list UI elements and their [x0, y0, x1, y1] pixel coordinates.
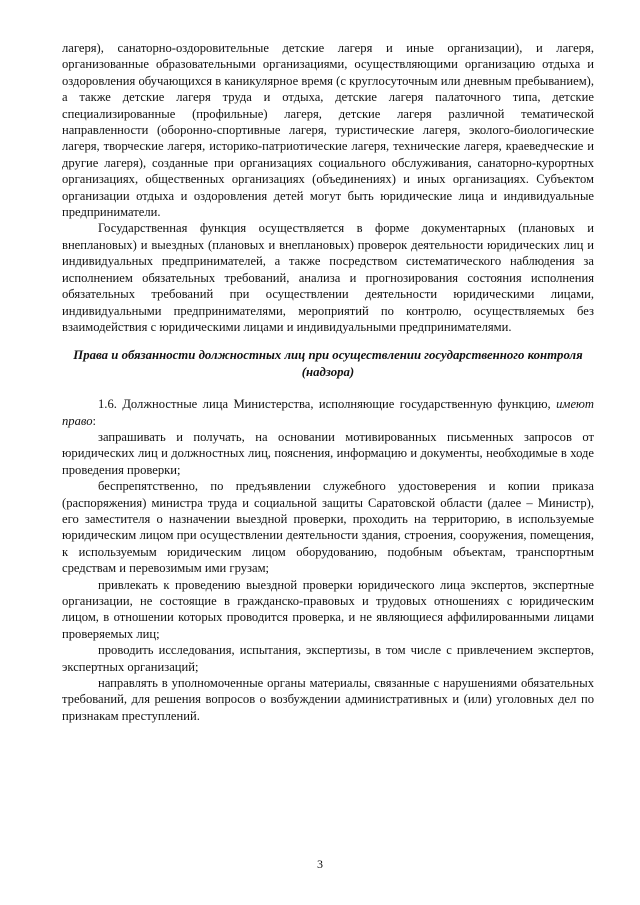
- paragraph-1-6-intro: [62, 396, 594, 429]
- intro-colon: :: [92, 413, 96, 428]
- list-item-access-territory: беспрепятственно, по предъявлении служебного удостоверения и копии приказа (распоряжения) министра труда и социальной защиты Саратовской области (далее – Министр), его заместителя о назначении выездной проверки, проходить на территорию, в используемые юридическим лицом при осуществлении деятельности здания, строения, сооружения, помещения, к используемым юридическим лицом оборудованию, подобным объектам, транспортным средствам и перевозимым ими грузам;: [62, 479, 594, 576]
- document-page: [62, 40, 594, 724]
- page-number: 3: [317, 857, 323, 871]
- intro-text: 1.6. Должностные лица Министерства, исполняющие государственную функцию,: [98, 397, 551, 412]
- paragraph-state-function: Государственная функция осуществляется в форме документарных (плановых и внеплановых) и выездных (плановых и внеплановых) проверок деятельности юридических лиц и индивидуальных предпринимателей, а также посредством систематического наблюдения за исполнением обязательных требований, анализа и прогнозирования состояния исполнения обязательных требований при осуществлении деятельности юридическими лицами, индивидуальными предпринимателями, мероприятий по контролю, осуществляемых без взаимодействия с юридическими лицами и индивидуальными предпринимателями.: [62, 221, 594, 334]
- list-item-request-info: запрашивать и получать, на основании мотивированных письменных запросов от юридических лиц и должностных лиц, пояснения, информацию и документы, необходимые в ходе проведения проверки;: [62, 429, 594, 477]
- list-item-conduct-research: проводить исследования, испытания, экспертизы, в том числе с привлечением экспертов, экспертных организаций;: [62, 643, 594, 674]
- list-item-send-materials: направлять в уполномоченные органы материалы, связанные с нарушениями обязательных требований, для решения вопросов о возбуждении административных и (или) уголовных дел по признакам преступлений.: [62, 676, 594, 723]
- intro-emphasis: имеют право: [62, 397, 595, 428]
- list-item-involve-experts: привлекать к проведению выездной проверки юридического лица экспертов, экспертные организации, не состоящие в гражданско-правовых и трудовых отношениях с юридическим лицом, в отношении которых проводится проверка, и не являющиеся аффилированными лицами проверяемых лиц;: [62, 577, 594, 641]
- paragraph-camps-list: лагеря), санаторно-оздоровительные детские лагеря и иные организации), и лагеря, организованные образовательными организациями, осуществляющими организацию отдыха и оздоровления обучающихся в каникулярное время (с круглосуточным или дневным пребыванием), а также детские лагеря труда и отдыха, детские лагеря палаточного типа, детские специализированные (профильные) лагеря, детские лагеря различной тематической направленности (оборонно-спортивные лагеря, туристические лагеря, эколого-биологические лагеря, творческие лагеря, историко-патриотические лагеря, технические лагеря, краеведческие и другие лагеря), созданные при организациях социального обслуживания, санаторно-курортных организациях, общественных организациях (объединениях) и иных организациях. Субъектом организации отдыха и оздоровления детей могут быть юридические лица и индивидуальные предприниматели.: [62, 41, 594, 220]
- section-heading: Права и обязанности должностных лиц при осуществлении государственного контроля (надзора): [73, 348, 583, 379]
